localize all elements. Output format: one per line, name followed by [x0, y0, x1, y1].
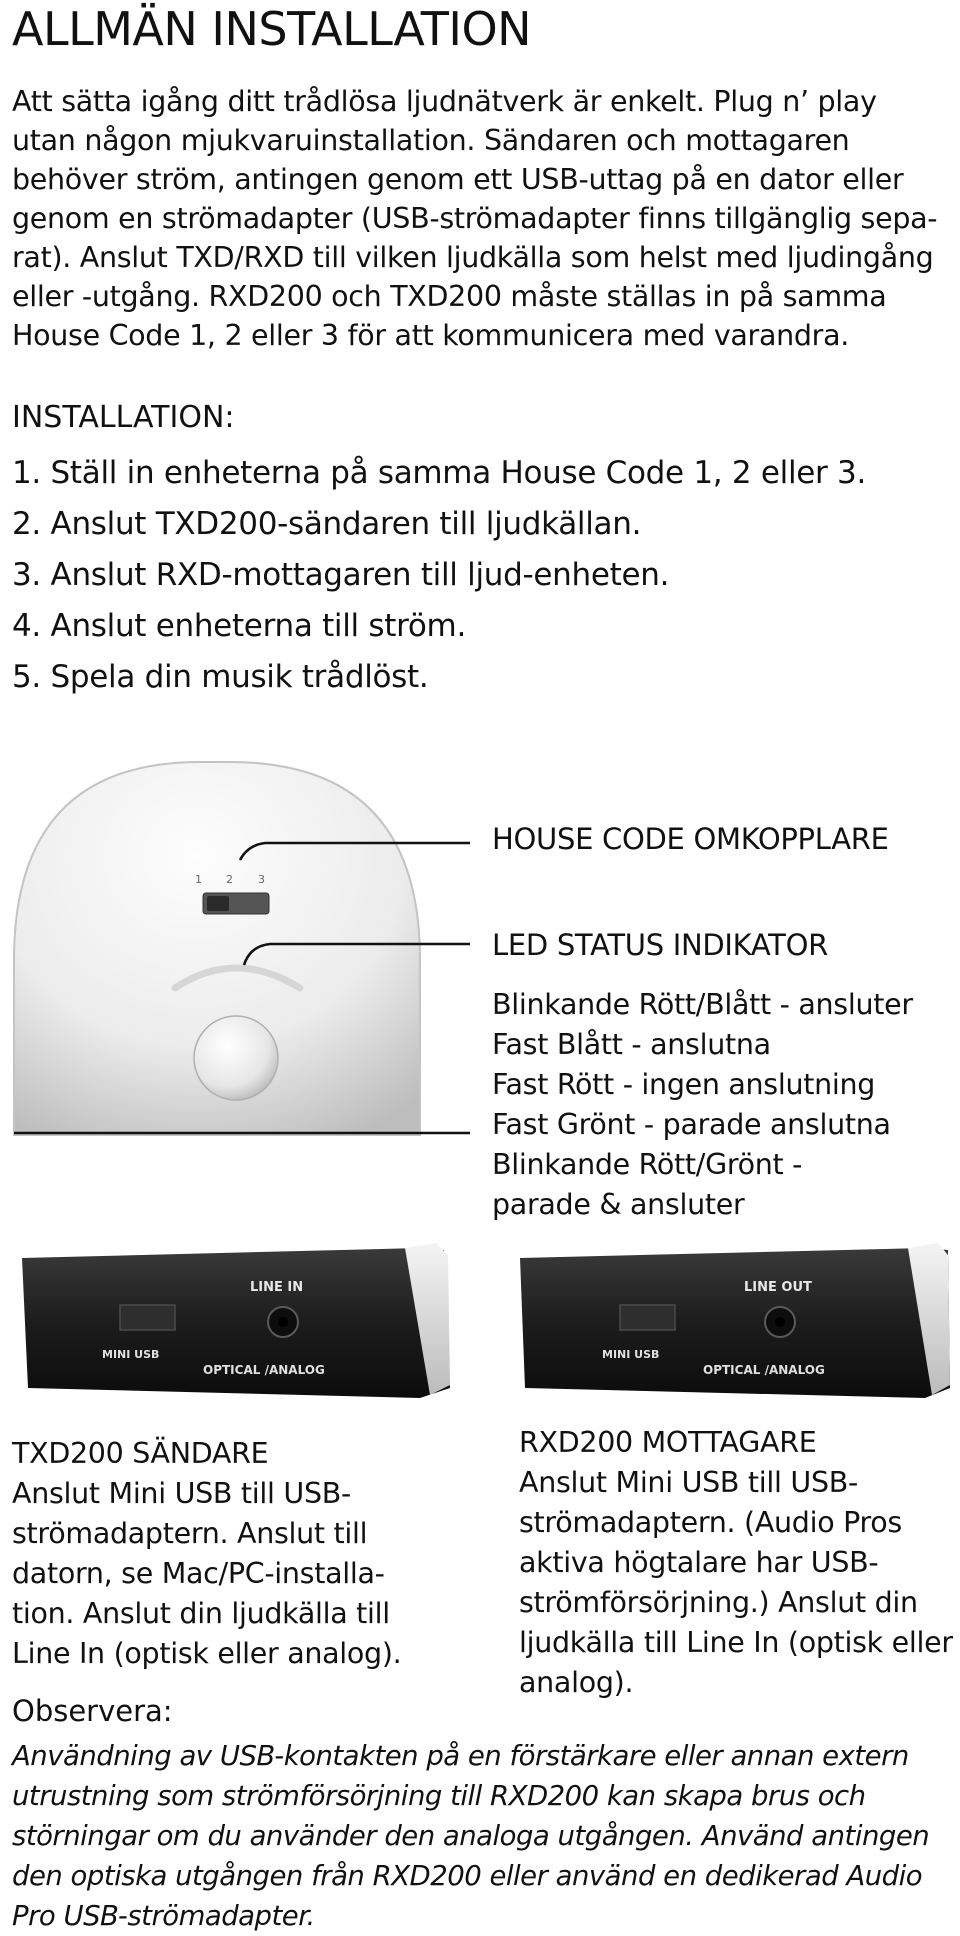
txd-line: tion. Anslut din ljudkälla till — [12, 1597, 390, 1630]
led-state-item: Blinkande Rött/Grönt - — [492, 1148, 803, 1181]
tx-mini-usb-label: MINI USB — [102, 1348, 160, 1361]
txd-line: Anslut Mini USB till USB- — [12, 1477, 352, 1510]
installation-heading: INSTALLATION: — [12, 400, 235, 435]
step-item: 2. Anslut TXD200-sändaren till ljudkällan. — [12, 506, 642, 542]
intro-line: Att sätta igång ditt trådlösa ljudnätverk är enkelt. Plug n’ play — [12, 85, 877, 118]
rxd-description — [519, 1423, 953, 1703]
switch-number: 1 — [195, 873, 202, 886]
txd-line: Line In (optisk eller analog). — [12, 1637, 402, 1670]
step-item: 5. Spela din musik trådlöst. — [12, 659, 429, 695]
txd-heading: TXD200 SÄNDARE — [12, 1437, 269, 1470]
rxd-line: Anslut Mini USB till USB- — [519, 1466, 859, 1499]
rx-optical-label: OPTICAL /ANALOG — [703, 1363, 825, 1377]
rx-line-out-label: LINE OUT — [744, 1280, 812, 1295]
tx-optical-label: OPTICAL /ANALOG — [203, 1363, 325, 1377]
rxd-line: aktiva högtalare har USB- — [519, 1546, 879, 1579]
note-line: utrustning som strömförsörjning till RXD200 kan skapa brus och — [12, 1780, 866, 1812]
intro-line: rat). Anslut TXD/RXD till vilken ljudkälla som helst med ljudingång — [12, 241, 934, 274]
txd-line: datorn, se Mac/PC-installa- — [12, 1557, 385, 1590]
rxd-line: strömförsörjning.) Anslut din — [519, 1586, 918, 1619]
note-heading: Observera: — [12, 1694, 173, 1728]
note-line: Användning av USB-kontakten på en förstärkare eller annan extern — [12, 1740, 909, 1772]
rx-mini-usb-label: MINI USB — [602, 1348, 660, 1361]
intro-line: House Code 1, 2 eller 3 för att kommunicera med varandra. — [12, 319, 850, 352]
led-state-item: Fast Grönt - parade anslutna — [492, 1108, 891, 1141]
rxd-heading: RXD200 MOTTAGARE — [519, 1426, 817, 1459]
switch-number: 3 — [258, 873, 265, 886]
step-item: 3. Anslut RXD-mottagaren till ljud-enheten. — [12, 557, 670, 593]
volume-knob — [194, 1016, 278, 1100]
led-state-item: Fast Rött - ingen anslutning — [492, 1068, 876, 1101]
step-item: 4. Anslut enheterna till ström. — [12, 608, 467, 644]
switch-number: 2 — [226, 873, 233, 886]
intro-line: utan någon mjukvaruinstallation. Sändaren och mottagaren — [12, 124, 850, 157]
note-text — [12, 1736, 952, 1936]
house-code-label: HOUSE CODE OMKOPPLARE — [492, 822, 889, 856]
led-state-list — [492, 985, 913, 1225]
intro-line: behöver ström, antingen genom ett USB-uttag på en dator eller — [12, 163, 904, 196]
txd-description — [12, 1434, 401, 1674]
rxd-line: analog). — [519, 1666, 634, 1699]
page-title: ALLMÄN INSTALLATION — [12, 2, 532, 56]
led-state-item: Fast Blått - anslutna — [492, 1028, 771, 1061]
txd-line: strömadaptern. Anslut till — [12, 1517, 368, 1550]
note-line: Pro USB-strömadapter. — [12, 1900, 315, 1932]
led-state-item: Blinkande Rött/Blått - ansluter — [492, 988, 913, 1021]
note-line: den optiska utgången från RXD200 eller använd en dedikerad Audio — [12, 1860, 923, 1892]
led-state-item: parade & ansluter — [492, 1188, 745, 1221]
led-status-label: LED STATUS INDIKATOR — [492, 928, 828, 962]
note-line: störningar om du använder den analoga utgången. Använd antingen — [12, 1820, 930, 1852]
rxd-line: ljudkälla till Line In (optisk eller — [519, 1626, 953, 1659]
intro-line: genom en strömadapter (USB-strömadapter finns tillgänglig sepa- — [12, 202, 938, 235]
step-item: 1. Ställ in enheterna på samma House Code 1, 2 eller 3. — [12, 455, 867, 491]
tx-line-in-label: LINE IN — [250, 1280, 304, 1295]
intro-line: eller -utgång. RXD200 och TXD200 måste ställas in på samma — [12, 280, 887, 313]
rxd-line: strömadaptern. (Audio Pros — [519, 1506, 902, 1539]
